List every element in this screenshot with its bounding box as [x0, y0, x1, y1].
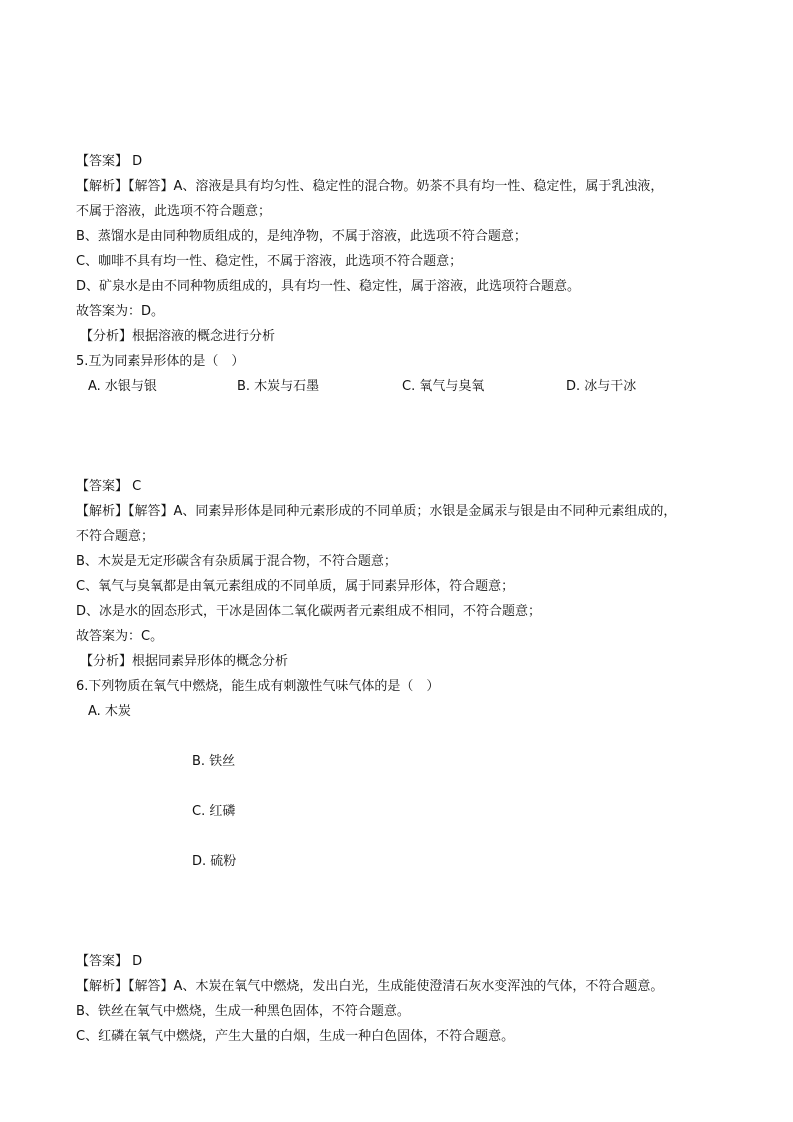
q6-answer: 【答案】 D [76, 954, 143, 969]
q4-analysis-line-2: 不属于溶液，此选项不符合题意； [76, 204, 272, 219]
q5-analysis-c: C、氧气与臭氧都是由氧元素组成的不同单质，属于同素异形体，符合题意； [76, 579, 515, 594]
q5-analysis-line-2: 不符合题意； [76, 529, 155, 544]
q5-fenxi: 【分析】根据同素异形体的概念分析 [80, 654, 289, 669]
q6-option-d: D. 硫粉 [192, 854, 237, 869]
q5-answer: 【答案】 C [76, 479, 142, 494]
q5-analysis-b: B、木炭是无定形碳含有杂质属于混合物，不符合题意； [76, 554, 397, 569]
q6-analysis-c: C、红磷在氧气中燃烧，产生大量的白烟，生成一种白色固体，不符合题意。 [76, 1029, 515, 1044]
q4-analysis-b: B、蒸馏水是由同种物质组成的，是纯净物，不属于溶液，此选项不符合题意； [76, 229, 527, 244]
q5-stem: 5.互为同素异形体的是（ ） [76, 354, 245, 369]
q6-analysis-line-1: 【解析】【解答】A、木炭在氧气中燃烧，发出白光，生成能使澄清石灰水变浑浊的气体，不符合题意。 [76, 979, 664, 994]
q4-analysis-line-1: 【解析】【解答】A、溶液是具有均匀性、稳定性的混合物。奶茶不具有均一性、稳定性，属于乳浊液， [76, 179, 664, 194]
q4-conclusion: 故答案为：D。 [76, 304, 165, 319]
q6-option-c: C. 红磷 [192, 804, 236, 819]
q4-answer: 【答案】 D [76, 154, 143, 169]
q5-option-c: C. 氧气与臭氧 [402, 379, 485, 394]
q5-option-a: A. 水银与银 [88, 379, 157, 394]
q5-conclusion: 故答案为：C。 [76, 629, 164, 644]
q6-stem: 6.下列物质在氧气中燃烧，能生成有刺激性气味气体的是（ ） [76, 679, 440, 694]
q6-option-a: A. 木炭 [88, 704, 131, 719]
q4-analysis-d: D、矿泉水是由不同种物质组成的，具有均一性、稳定性，属于溶液，此选项符合题意。 [76, 279, 581, 294]
q6-option-b: B. 铁丝 [192, 754, 236, 769]
q4-analysis-c: C、咖啡不具有均一性、稳定性，不属于溶液，此选项不符合题意； [76, 254, 463, 269]
q5-analysis-d: D、冰是水的固态形式，干冰是固体二氧化碳两者元素组成不相同，不符合题意； [76, 604, 542, 619]
q5-option-b: B. 木炭与石墨 [237, 379, 320, 394]
q6-analysis-b: B、铁丝在氧气中燃烧，生成一种黑色固体，不符合题意。 [76, 1004, 410, 1019]
q5-option-d: D. 冰与干冰 [566, 379, 637, 394]
q5-analysis-line-1: 【解析】【解答】A、同素异形体是同种元素形成的不同单质；水银是金属汞与银是由不同种元素组成的， [76, 504, 677, 519]
q4-fenxi: 【分析】根据溶液的概念进行分析 [80, 329, 276, 344]
